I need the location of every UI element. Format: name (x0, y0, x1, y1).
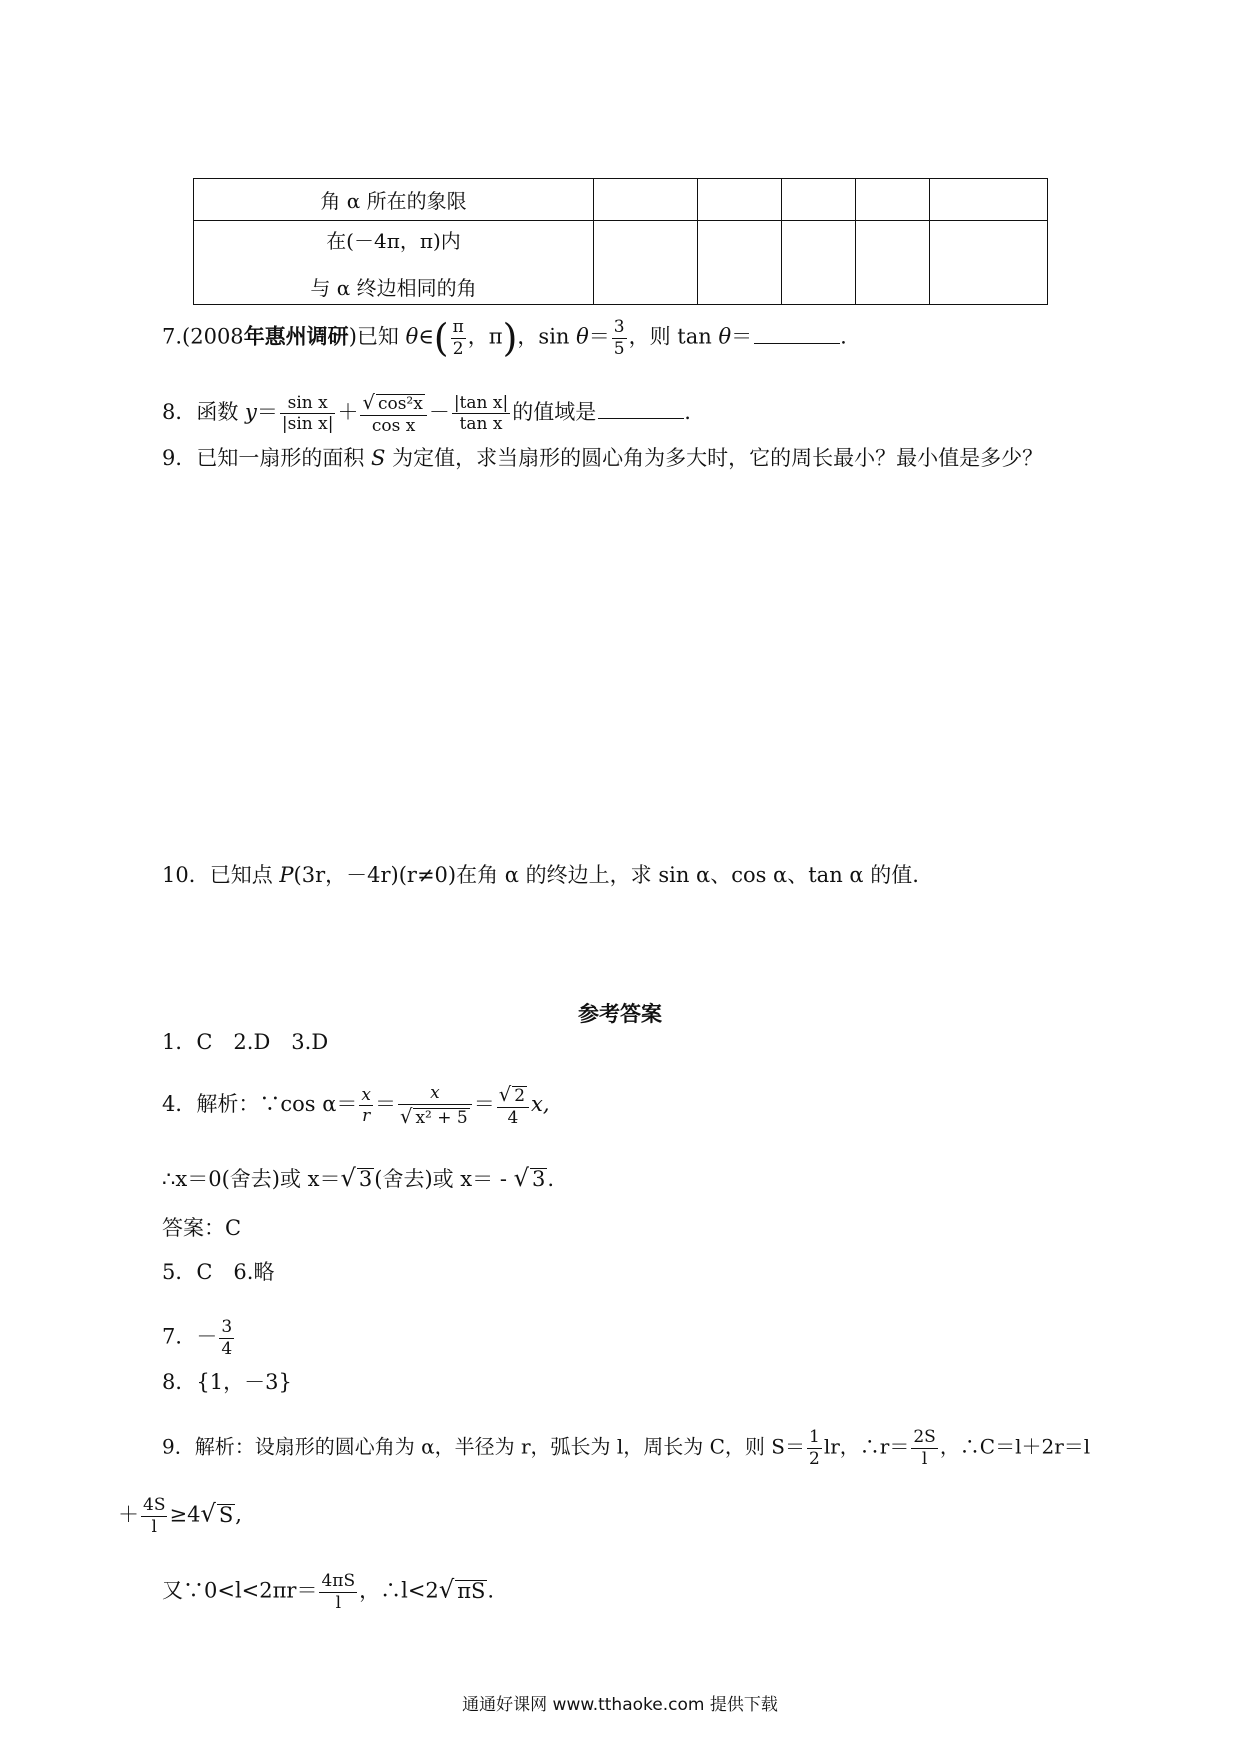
q8-eq: ＝ (256, 400, 278, 425)
q8-y: y (245, 400, 257, 425)
a4-frac-sqrt (398, 1084, 472, 1127)
a4-frac-root2-4 (497, 1084, 529, 1127)
q8-frac3 (452, 394, 510, 434)
table-cell-empty (856, 221, 930, 305)
frac-num: 4πS (321, 1571, 356, 1591)
frac-den: 5 (613, 338, 625, 359)
table-cell-empty (856, 179, 930, 221)
q7-theta: θ (576, 324, 589, 349)
answer-7 (162, 1318, 236, 1358)
a4-line2-text: ∴x＝0(舍去)或 x＝ (162, 1167, 341, 1191)
quadrant-table (193, 178, 1048, 305)
table-cell-empty (782, 221, 856, 305)
q8-plus: ＋ (337, 400, 359, 425)
sqrt-content: 3 (532, 1167, 546, 1191)
frac-num: 2S (913, 1427, 936, 1447)
answer-5-6: 5．C 6.略 (162, 1260, 275, 1284)
frac-num (497, 1084, 529, 1108)
frac-den: 2 (452, 338, 464, 359)
sqrt-content: x² + 5 (415, 1107, 468, 1128)
a4-line2-text: (舍去)或 x＝ - (374, 1167, 514, 1191)
q7-source: 年惠州调研 (243, 323, 349, 349)
q7-comma-pi: ，π (467, 324, 503, 349)
a4-end: x, (531, 1092, 550, 1117)
table-cell-empty (698, 179, 782, 221)
answer-blank (754, 341, 840, 344)
frac-den: 2 (808, 1448, 820, 1469)
sqrt-sign: √ (362, 391, 375, 414)
footer-source: 通通好课网 www.tthaoke.com 提供下载 (462, 1695, 778, 1715)
frac-num (359, 1086, 373, 1107)
a9-frac-2S-l (911, 1428, 937, 1468)
question-8 (162, 392, 691, 435)
a7-prefix: 7．－ (162, 1324, 218, 1349)
q7-theta: θ (405, 324, 419, 349)
a7-frac (219, 1318, 234, 1358)
a9-frac-half (807, 1428, 822, 1468)
q8-suffix: 的值域是 (512, 400, 597, 425)
q7-text: )已知 (348, 324, 406, 349)
a9-text: lr，∴r＝ (823, 1434, 910, 1459)
q7-eq: ＝ (731, 324, 753, 349)
frac-num: π (452, 317, 464, 337)
frac-den: l (151, 1516, 157, 1537)
frac-den (398, 1105, 472, 1128)
q10-text: 在角 α 的终边上，求 sin α、cos α、tan α 的值. (456, 863, 919, 887)
q8-prefix: 8．函数 (162, 400, 246, 425)
table-label-line: 与 α 终边相同的角 (310, 275, 477, 300)
q7-three-fifths (612, 318, 627, 358)
frac-den: l (335, 1592, 342, 1613)
sqrt-content: 3 (358, 1167, 373, 1191)
answer-4-final: 答案：C (162, 1216, 242, 1240)
q7-in: ∈ (418, 324, 434, 349)
frac-num: 1 (808, 1427, 820, 1447)
a4-prefix: 4．解析：∵cos α＝ (162, 1092, 358, 1117)
q10-text: 10．已知点 (162, 863, 280, 887)
table-cell-empty (594, 221, 698, 305)
q7-sin: ，sin (517, 324, 577, 349)
q7-theta: θ (718, 324, 732, 349)
sqrt-content: πS (457, 1578, 486, 1603)
a9-text: 9．解析：设扇形的圆心角为 α，半径为 r，弧长为 l，周长为 C，则 S＝ (162, 1434, 805, 1459)
q7-prefix: 7.(2008 (162, 324, 244, 349)
frac-num: 3 (613, 317, 625, 337)
table-cell-label: 角 α 所在的象限 (194, 179, 594, 221)
sqrt-sign: √ (498, 1083, 512, 1106)
left-paren: ( (433, 316, 449, 361)
q7-eq: ＝ (588, 324, 610, 349)
q8-frac2 (360, 392, 426, 435)
a9-text: 又∵0<l<2πr＝ (162, 1578, 318, 1603)
sqrt-sign: √ (513, 1164, 529, 1192)
frac-num-x: x (361, 1084, 371, 1105)
a9-text: . (487, 1578, 495, 1603)
table-row (194, 221, 1048, 305)
frac-den: tan x (459, 414, 503, 435)
question-9 (162, 448, 1043, 469)
sqrt-sign: √ (438, 1575, 455, 1604)
table-cell-empty (698, 221, 782, 305)
table-label-line: 在(－4π，π)内 (326, 228, 461, 253)
frac-num: 3 (221, 1317, 233, 1337)
answer-4 (162, 1084, 550, 1127)
frac-num: |tan x| (453, 392, 509, 413)
sqrt-sign: √ (340, 1164, 356, 1192)
a4-line2-end: . (547, 1167, 555, 1191)
a4-frac-x-r (359, 1086, 373, 1126)
answer-8: 8．{1，－3} (162, 1370, 292, 1394)
frac-num-x: x (430, 1083, 440, 1103)
answer-9-line-1 (162, 1428, 1090, 1468)
frac-num (360, 392, 426, 416)
table-cell-empty (930, 221, 1048, 305)
q8-end: . (684, 400, 691, 425)
answers-heading: 参考答案 (578, 1002, 662, 1026)
frac-num: sin x (280, 394, 336, 415)
q9-S: S (371, 446, 386, 470)
table-cell-label (194, 221, 594, 305)
frac-den: 4 (221, 1338, 233, 1359)
a9-text: ，∴l<2 (359, 1578, 439, 1603)
frac-den: 4 (507, 1107, 519, 1128)
table-cell-empty (782, 179, 856, 221)
sqrt-content: S (218, 1502, 234, 1527)
frac-den: l (921, 1448, 928, 1469)
a9-text: , (235, 1502, 242, 1527)
sqrt-sign: √ (400, 1104, 413, 1128)
frac-den-r: r (362, 1106, 371, 1127)
sqrt-sign: √ (200, 1499, 216, 1528)
table-row (194, 179, 1048, 221)
answer-9-line-3 (162, 1572, 494, 1612)
q10-P: P (279, 863, 294, 887)
q9-text: 9．已知一扇形的面积 (162, 446, 372, 470)
frac-den: |sin x| (281, 414, 334, 435)
answer-blank (598, 416, 684, 419)
question-7 (162, 316, 847, 361)
q8-frac1 (280, 394, 336, 434)
table-cell-empty (930, 179, 1048, 221)
question-10 (162, 865, 919, 886)
q10-coords: (3r，－4r)(r≠0) (293, 863, 457, 887)
a9-text: ≥4 (169, 1502, 201, 1527)
answer-4-line-2 (162, 1166, 554, 1190)
a9-frac-4S-l (141, 1496, 167, 1536)
right-paren: ) (502, 316, 518, 361)
a4-eq: ＝ (473, 1092, 495, 1117)
q7-end: . (840, 324, 847, 349)
q7-pi-over-2 (451, 318, 466, 358)
frac-den: cos x (371, 415, 416, 436)
q8-minus: － (428, 400, 450, 425)
frac-num: 4S (143, 1495, 166, 1515)
a9-text: ，∴C＝l＋2r＝l (939, 1434, 1091, 1459)
answer-9-line-2 (118, 1496, 242, 1536)
q7-then: ，则 tan (628, 324, 719, 349)
q9-text: 为定值，求当扇形的圆心角为多大时，它的周长最小？最小值是多少？ (385, 446, 1044, 470)
a4-eq: ＝ (375, 1092, 396, 1117)
answer-1-3: 1．C 2.D 3.D (162, 1030, 329, 1054)
sqrt-content: cos²x (377, 394, 423, 414)
frac-num (398, 1084, 472, 1105)
frac-den (359, 1106, 373, 1126)
a9-frac-4piS-l (319, 1572, 357, 1612)
a9-text: ＋ (118, 1502, 139, 1527)
sqrt-content: 2 (514, 1086, 526, 1106)
table-cell-empty (594, 179, 698, 221)
